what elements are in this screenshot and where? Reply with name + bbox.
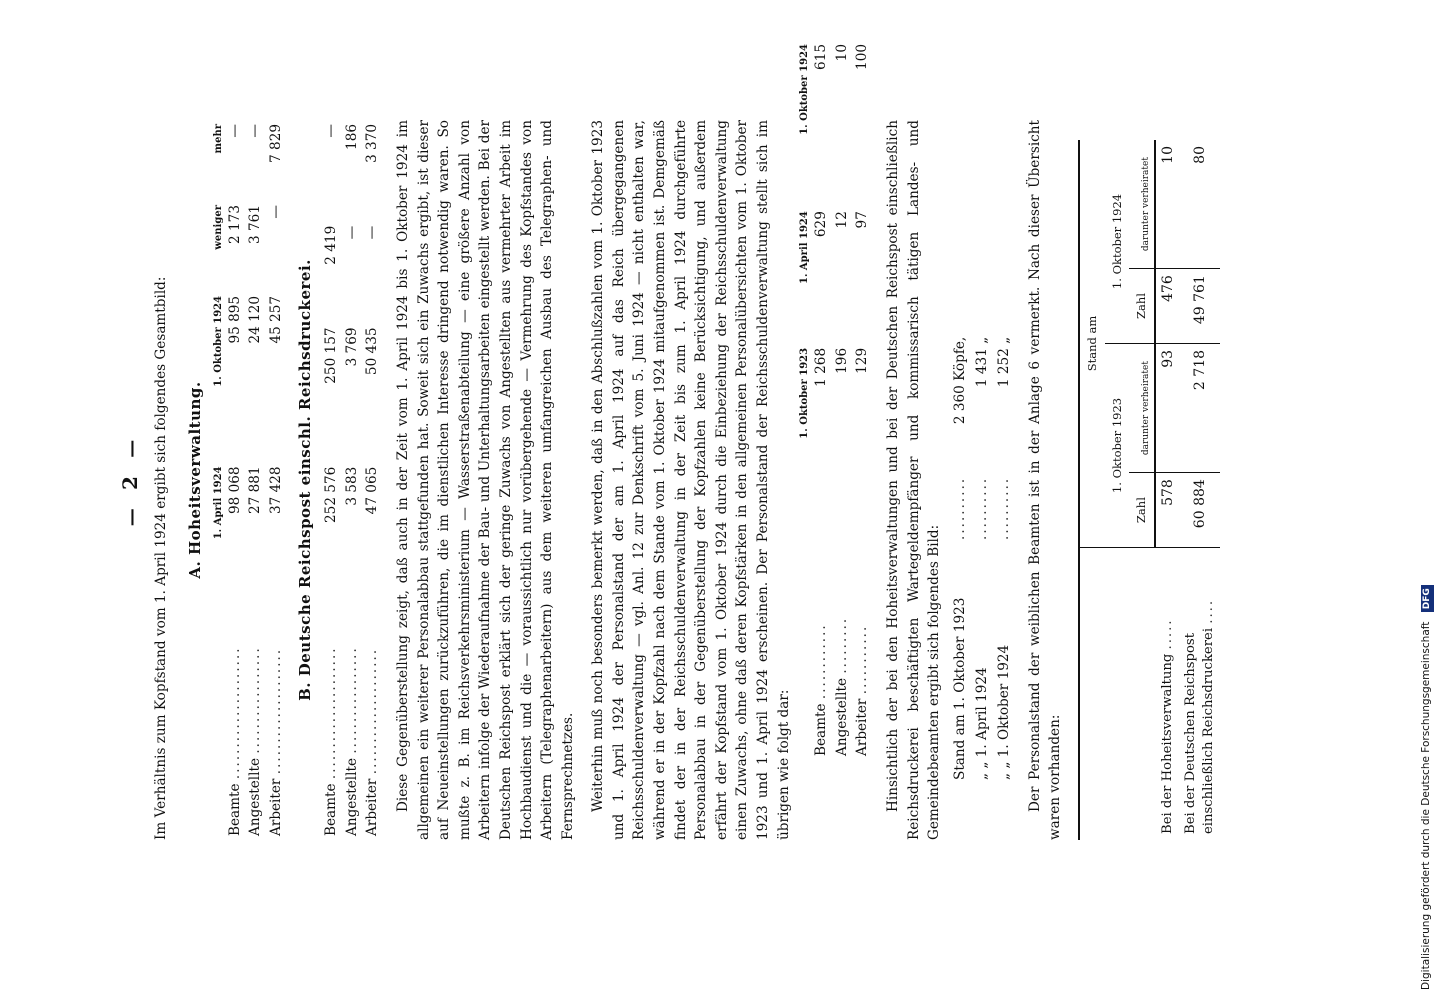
cell: 196	[833, 347, 850, 374]
cell: 100	[854, 44, 871, 70]
table-row: Angestellte ......... 196 12 10	[832, 40, 853, 760]
table-row: Angestellte ................. 3 583 3 769 — 186	[342, 120, 363, 840]
paragraph-reichsschuldenverwaltung: Weiterhin muß noch besonders bemerkt werden, daß in den Abschlußzahlen vom 1. Oktober 1923 und 1. April 1924 der Personalstand der am 1. April 1924 auf das Reich übergegangenen Reichsschuldenverwaltung — vgl. Anl. 12 zur Denkschrift vom 5. Juni 1924 — nicht enthalten war, während er in der Kopfzahl nach dem Stande vom 1. Oktober 1924 mitaufgenommen ist. Demgemäß findet der in der Reichsschuldenverwaltung in der Zeit bis zum 1. April 1924 durchgeführte Personalabbau in der Gegenüberstellung der Kopfzahlen keine Berücksichtigung, und außerdem erfährt der Kopfstand vom 1. Oktober 1924 durch die Einbeziehung der Reichsschuldenverwaltung einen Zuwachs, ohne daß deren Kopfstärken in den allgemeinen Personalübersichten vom 1. Oktober 1923 und 1. April 1924 erscheinen. Der Personalstand der Reichsschuldenverwaltung stellt sich im übrigen wie folgt dar:	[590, 120, 792, 840]
cell: 47 065	[364, 466, 381, 515]
cell: 3 769	[343, 327, 360, 367]
cell: 10	[833, 44, 850, 62]
col-header: 1. Oktober 1924	[212, 295, 224, 387]
table-row: Arbeiter ........... 129 97 100	[852, 40, 873, 760]
table-row: Beamte ..................... 252 576 250 157 2 419 —	[321, 120, 342, 840]
paragraph-weibliche-beamte: Der Personalstand der weiblichen Beamten ist in der Anlage 6 vermerkt. Nach dieser Übersicht waren vorhanden:	[1026, 120, 1064, 840]
cell: —	[226, 124, 243, 138]
section-a-title: A. Hoheitsverwaltung.	[186, 381, 205, 579]
cell: 98 068	[226, 466, 243, 515]
paragraph-comparison: Diese Gegenüberstellung zeigt, daß auch in der Zeit vom 1. April 1924 bis 1. Oktober 1924 im allgemeinen ein weiterer Personalabbau stattgefunden hat. Soweit sich ein Zuwachs ergibt, ist dieser auf Neueinstellungen zurückzuführen, die im dienstlichen Interesse dringend notwendig waren. So mußte z. B. im Reichsverkehrsministerium — Wasserstraßenabteilung — eine größere Anzahl von Arbeitern infolge der Wiederaufnahme der Bau- und Unterhaltungsarbeiten eingestellt werden. Bei der Deutschen Reichspost erklärt sich der geringe Zuwachs von Angestellten aus vermehrter Arbeit im Hochbaudienst und die — voraussichtlich nur vorübergehende — Vermehrung des Kopfstandes von Arbeitern (Telegraphenarbeitern) aus dem weiteren umfangreichen Ausbau des Telegraphen- und Fernsprechnetzes.	[394, 120, 576, 840]
subcol-header: darunter verheiratet	[1129, 343, 1155, 472]
page-number: — 2 —	[118, 433, 142, 527]
table-row: Beamte ..................... 98 068 95 895 2 173 —	[225, 120, 246, 840]
cell: 2 718	[1180, 343, 1220, 472]
row-label: Angestellte	[343, 757, 360, 836]
cell: 60 884	[1180, 473, 1220, 548]
cell: 3 583	[343, 466, 360, 506]
dfg-logo-icon: DFG	[1421, 585, 1434, 612]
cell: 615	[813, 44, 830, 70]
cell: 45 257	[267, 295, 284, 344]
cell: 2 419	[323, 225, 340, 265]
row-label: Beamte	[813, 703, 830, 756]
subcol-header: Zahl	[1129, 473, 1155, 548]
reichsschuldenverwaltung-table	[798, 40, 873, 760]
row-label: Arbeiter	[364, 778, 381, 836]
cell: 95 895	[226, 295, 243, 344]
cell: 27 881	[247, 466, 264, 515]
table-row: Arbeiter .................... 47 065 50 435 — 3 370	[362, 120, 383, 840]
cell: 129	[854, 347, 871, 374]
row-label: Arbeiter	[854, 698, 871, 756]
cell: 50 435	[364, 327, 381, 376]
row-label: Bei der Deutschen Reichspost einschließlich Reichsdruckerei	[1183, 627, 1217, 834]
col-header: mehr	[212, 124, 224, 154]
row-label: Bei der Hoheitsverwaltung	[1159, 653, 1175, 834]
cell: 3 761	[247, 205, 264, 244]
cell: 186	[343, 124, 360, 150]
cell: 629	[813, 211, 830, 238]
table-header-stand: Stand am	[1079, 140, 1105, 548]
row-label: Arbeiter	[267, 778, 284, 836]
cell: 97	[854, 211, 871, 229]
cell: 252 576	[323, 466, 340, 523]
cell: 12	[833, 211, 850, 229]
cell: 1 268	[813, 347, 830, 387]
row-label: Angestellte	[247, 757, 264, 836]
page-content	[118, 44, 1220, 840]
section-b-title: B. Deutsche Reichspost einschl. Reichsdruckerei.	[295, 259, 314, 701]
cell: —	[364, 225, 381, 240]
stand-list	[949, 120, 1015, 780]
col-header: 1. Oktober 1923	[799, 347, 811, 439]
table-row: Beamte ............ 1 268 629 615	[811, 40, 832, 760]
cell: —	[323, 124, 340, 138]
paragraph-wartegeldempfaenger: Hinsichtlich der bei den Hoheitsverwaltungen und bei der Deutschen Reichspost einschließlich Reichsdruckerei beschäftigten Wartegeldempfänger und kommissarisch tätigen Landes- und Gemeindebeamten ergibt sich folgendes Bild:	[885, 120, 943, 840]
sidebar-text: Digitalisierung gefördert durch die Deutsche Forschungsgemeinschaft	[1420, 621, 1432, 990]
cell: 80	[1180, 140, 1220, 269]
section-b-table	[321, 120, 383, 840]
list-item: „ „ 1. April 1924 .......... 1 431 „	[973, 336, 990, 780]
cell: 37 428	[267, 466, 284, 515]
cell: 49 761	[1180, 269, 1220, 344]
table-row: Angestellte ................. 27 881 24 120 3 761 —	[245, 120, 266, 840]
cell: 24 120	[247, 295, 264, 344]
table-row: Arbeiter .................... 37 428 45 257 — 7 829	[266, 120, 287, 840]
subcol-header: darunter verheiratet	[1129, 140, 1155, 269]
row-label: Beamte	[323, 783, 340, 836]
subcol-header: Zahl	[1129, 269, 1155, 344]
cell: 93	[1155, 343, 1181, 472]
row-label: Beamte	[226, 783, 243, 836]
col-header: 1. April 1924	[799, 211, 811, 284]
cell: 7 829	[267, 124, 284, 163]
list-item: Stand am 1. Oktober 1923 .......... 2 360 Köpfe,	[951, 336, 968, 780]
list-item: „ „ 1. Oktober 1924 .......... 1 252 „	[995, 336, 1012, 780]
cell: 476	[1155, 269, 1181, 344]
dfg-sidebar	[1418, 10, 1434, 990]
cell: —	[343, 225, 360, 240]
cell: 3 370	[364, 124, 381, 163]
group-header: 1. Oktober 1923	[1105, 343, 1130, 547]
table-row: Bei der Deutschen Reichspost einschließlich Reichsdruckerei .... 60 884 2 718 49 761 80	[1180, 140, 1220, 840]
row-label: Angestellte	[833, 677, 850, 756]
cell: 10	[1155, 140, 1181, 269]
weibliche-beamte-table	[1078, 140, 1220, 840]
cell: 578	[1155, 473, 1181, 548]
section-a-table	[212, 120, 287, 840]
group-header: 1. Oktober 1924	[1105, 140, 1130, 343]
col-header: 1. April 1924	[212, 466, 224, 540]
cell: 250 157	[323, 327, 340, 384]
cell: 2 173	[226, 205, 243, 244]
col-header: 1. Oktober 1924	[799, 44, 811, 135]
cell: —	[267, 205, 284, 219]
lead-text: Im Verhältnis zum Kopfstand vom 1. April 1924 ergibt sich folgendes Gesamtbild:	[152, 276, 169, 840]
cell: —	[247, 124, 264, 138]
table-row: Bei der Hoheitsverwaltung ..... 578 93 476 10	[1155, 140, 1181, 840]
col-header: weniger	[212, 205, 224, 250]
